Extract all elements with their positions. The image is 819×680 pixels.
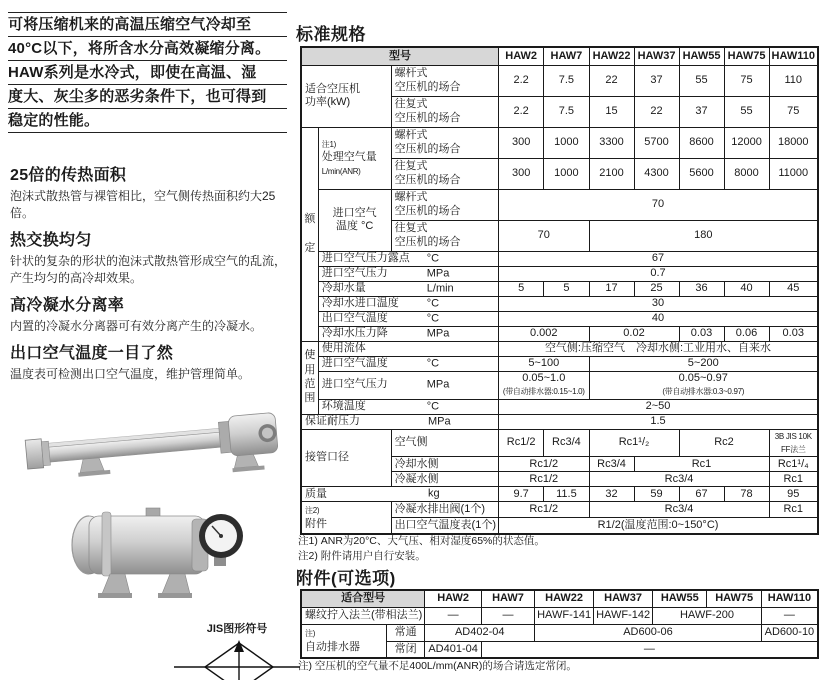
- intro-line: 稳定的性能。: [8, 109, 287, 133]
- table-cell: 37: [634, 65, 679, 96]
- table-cell: 出口空气温度表(1个): [391, 518, 498, 534]
- table-cell: 1000: [544, 158, 589, 189]
- accessory-table: [300, 589, 819, 659]
- table-cell: 95: [769, 487, 818, 502]
- table-cell: 螺杆式 空压机的场合: [391, 189, 498, 220]
- table-cell: Rc1/2: [499, 472, 590, 487]
- table-cell: 300: [499, 158, 544, 189]
- table-cell: 进口空气压力 MPa: [318, 371, 498, 399]
- spec-section-title: 标准规格: [296, 25, 366, 44]
- intro-line: HAW系列是水冷式，即使在高温、湿: [8, 61, 287, 85]
- table-cell: 螺杆式 空压机的场合: [391, 127, 498, 158]
- table-cell: 冷凝水排出阀(1个): [391, 502, 498, 518]
- table-cell: AD600-06: [535, 624, 762, 641]
- spec-table-grid: [300, 46, 819, 535]
- table-cell: Rc1/2: [499, 502, 590, 518]
- table-cell: 3300: [589, 127, 634, 158]
- table-cell: Rc3/4: [544, 429, 589, 457]
- accessory-section-title: 附件(可选项): [296, 569, 396, 588]
- table-cell: HAWF-200: [653, 607, 762, 624]
- table-cell: 出口空气温度 °C: [318, 311, 498, 326]
- spec-notes: [298, 534, 545, 564]
- table-cell: 11000: [769, 158, 818, 189]
- table-cell: AD401-04: [425, 641, 482, 658]
- table-cell: 67: [499, 251, 818, 266]
- table-cell: 110: [769, 65, 818, 96]
- table-cell: 使用流体: [318, 341, 498, 356]
- table-cell: R1/2(温度范围:0~150°C): [499, 518, 818, 534]
- table-cell: 55: [679, 65, 724, 96]
- table-cell: 22: [634, 96, 679, 127]
- table-cell: 冷却水量 L/min: [318, 281, 498, 296]
- table-cell: 注1) 处理空气量 L/min(ANR): [318, 127, 391, 189]
- table-cell: 55: [724, 96, 769, 127]
- table-cell: 11.5: [544, 487, 589, 502]
- table-cell: 300: [499, 127, 544, 158]
- table-cell: 环境温度 °C: [318, 399, 498, 414]
- table-cell: 额 定: [301, 127, 318, 341]
- table-cell: 37: [679, 96, 724, 127]
- table-cell: Rc3/4: [589, 457, 634, 472]
- table-cell: 15: [589, 96, 634, 127]
- table-cell: 8000: [724, 158, 769, 189]
- table-cell: 180: [589, 220, 818, 251]
- table-cell: —: [481, 607, 534, 624]
- table-cell: HAW2: [499, 47, 544, 65]
- product-photo-vessel-aftercooler: [58, 496, 258, 614]
- table-cell: 0.06: [724, 326, 769, 341]
- feature-title: 高冷凝水分离率: [10, 297, 125, 314]
- table-cell: 7.5: [544, 65, 589, 96]
- table-cell: 59: [634, 487, 679, 502]
- table-cell: 注2) 附件: [301, 502, 391, 534]
- feature-body: 温度表可检测出口空气温度，维护管理简单。: [10, 367, 251, 381]
- table-cell: 适合型号: [301, 590, 425, 607]
- table-cell: AD600-10: [761, 624, 818, 641]
- table-cell: 螺纹拧入法兰(带相法兰): [301, 607, 425, 624]
- table-cell: 75: [724, 65, 769, 96]
- jis-heat-exchanger-symbol: [168, 637, 306, 680]
- feature-uniform-exchange: [10, 231, 294, 287]
- table-cell: 5~200: [589, 356, 818, 371]
- table-cell: HAWF-142: [594, 607, 653, 624]
- table-cell: —: [761, 607, 818, 624]
- table-cell: 40: [499, 311, 818, 326]
- accessory-table-grid: [300, 589, 819, 659]
- table-cell: 0.02: [589, 326, 679, 341]
- intro-line: 可将压缩机来的高温压缩空气冷却至: [8, 13, 287, 37]
- table-cell: Rc2: [679, 429, 769, 457]
- intro-text-block: [8, 12, 287, 133]
- table-cell: HAWF-141: [535, 607, 594, 624]
- accessory-note: 注) 空压机的空气量不足400L/mm(ANR)的场合请选定常闭。: [298, 660, 577, 672]
- table-cell: 18000: [769, 127, 818, 158]
- table-cell: 75: [769, 96, 818, 127]
- table-cell: 36: [679, 281, 724, 296]
- table-cell: Rc1¹/₄: [769, 457, 818, 472]
- table-cell: —: [425, 607, 482, 624]
- table-cell: 2.2: [499, 96, 544, 127]
- table-cell: 保证耐压力 MPa: [301, 414, 499, 429]
- table-cell: 进口空气压力 MPa: [318, 266, 498, 281]
- table-cell: 22: [589, 65, 634, 96]
- table-cell: 17: [589, 281, 634, 296]
- table-cell: Rc1/2: [499, 457, 590, 472]
- table-cell: HAW110: [769, 47, 818, 65]
- table-cell: 往复式 空压机的场合: [391, 158, 498, 189]
- table-cell: HAW37: [594, 590, 653, 607]
- table-cell: 0.03: [679, 326, 724, 341]
- table-cell: 7.5: [544, 96, 589, 127]
- table-cell: 进口空气 温度 °C: [318, 189, 391, 251]
- table-cell: 型号: [301, 47, 499, 65]
- table-cell: AD402-04: [425, 624, 535, 641]
- jis-symbol-label: JIS图形符号: [206, 623, 268, 635]
- table-cell: 2~50: [499, 399, 818, 414]
- table-cell: Rc3/4: [589, 472, 769, 487]
- table-cell: Rc1: [634, 457, 769, 472]
- table-cell: HAW22: [535, 590, 594, 607]
- table-cell: 螺杆式 空压机的场合: [391, 65, 498, 96]
- table-cell: HAW22: [589, 47, 634, 65]
- table-cell: 冷却水压力降 MPa: [318, 326, 498, 341]
- table-cell: HAW75: [724, 47, 769, 65]
- intro-line: 度大、灰尘多的恶劣条件下，也可得到: [8, 85, 287, 109]
- table-cell: HAW55: [679, 47, 724, 65]
- product-photo-tube-aftercooler: [24, 394, 284, 496]
- table-cell: 接管口径: [301, 429, 391, 487]
- vessel-body: [72, 508, 243, 598]
- table-cell: 往复式 空压机的场合: [391, 220, 498, 251]
- table-cell: 5: [499, 281, 544, 296]
- feature-body: 内置的冷凝水分离器可有效分离产生的冷凝水。: [10, 319, 263, 333]
- table-cell: HAW7: [544, 47, 589, 65]
- aftercooler-body: [25, 412, 280, 490]
- feature-body: 泡沫式散热管与裸管相比，空气侧传热面积约大25倍。: [10, 189, 276, 220]
- feature-body: 针状的复杂的形状的泡沫式散热管形成空气的乱流，产生均匀的高冷却效果。: [10, 254, 287, 285]
- table-cell: 进口空气压力露点 °C: [318, 251, 498, 266]
- table-cell: 1.5: [499, 414, 818, 429]
- table-cell: 常闭: [386, 641, 424, 658]
- table-cell: 5700: [634, 127, 679, 158]
- table-cell: 冷凝水侧: [391, 472, 498, 487]
- feature-title: 25倍的传热面积: [10, 167, 127, 184]
- table-cell: 质量 kg: [301, 487, 499, 502]
- table-cell: Rc1¹/₂: [589, 429, 679, 457]
- table-cell: —: [481, 641, 818, 658]
- table-cell: HAW75: [707, 590, 761, 607]
- table-cell: HAW110: [761, 590, 818, 607]
- table-cell: 40: [724, 281, 769, 296]
- table-cell: 3B JIS 10K FF法兰: [769, 429, 818, 457]
- table-cell: 12000: [724, 127, 769, 158]
- feature-separation-rate: [10, 296, 294, 335]
- table-cell: 8600: [679, 127, 724, 158]
- table-cell: Rc1/2: [499, 429, 544, 457]
- spec-note-1: 注1) ANR为20°C、大气压、相对湿度65%的状态值。: [298, 535, 545, 547]
- table-cell: 往复式 空压机的场合: [391, 96, 498, 127]
- table-cell: Rc1: [769, 502, 818, 518]
- feature-title: 出口空气温度一目了然: [10, 345, 174, 362]
- table-cell: 0.05~0.97 (带自动排水器:0.3~0.97): [589, 371, 818, 399]
- table-cell: 注) 自动排水器: [301, 624, 386, 658]
- table-cell: 67: [679, 487, 724, 502]
- table-cell: HAW7: [481, 590, 534, 607]
- table-cell: 9.7: [499, 487, 544, 502]
- table-cell: 0.7: [499, 266, 818, 281]
- table-cell: HAW55: [653, 590, 707, 607]
- table-cell: Rc1: [769, 472, 818, 487]
- table-cell: 5: [544, 281, 589, 296]
- feature-temp-gauge: [10, 344, 294, 383]
- table-cell: 常通: [386, 624, 424, 641]
- jis-symbol-block: [168, 620, 306, 680]
- intro-line: 40°C以下，将所含水分高效凝缩分离。: [8, 37, 287, 61]
- table-cell: Rc3/4: [589, 502, 769, 518]
- table-cell: 5~100: [499, 356, 590, 371]
- table-cell: 进口空气温度 °C: [318, 356, 498, 371]
- spec-table: [300, 46, 819, 535]
- table-cell: 0.002: [499, 326, 590, 341]
- table-cell: 30: [499, 296, 818, 311]
- table-cell: 5600: [679, 158, 724, 189]
- table-cell: 空气侧: [391, 429, 498, 457]
- spec-note-2: 注2) 附件请用户自行安装。: [298, 550, 426, 562]
- feature-list: [10, 166, 294, 392]
- table-cell: 78: [724, 487, 769, 502]
- table-cell: 0.03: [769, 326, 818, 341]
- table-cell: 0.05~1.0 (带自动排水器:0.15~1.0): [499, 371, 590, 399]
- feature-title: 热交换均匀: [10, 232, 92, 249]
- table-cell: 空气侧:压缩空气 冷却水侧:工业用水、自来水: [499, 341, 818, 356]
- table-cell: 适合空压机 功率(kW): [301, 65, 391, 127]
- table-cell: HAW2: [425, 590, 482, 607]
- table-cell: 使 用 范 围: [301, 341, 318, 414]
- table-cell: 25: [634, 281, 679, 296]
- table-cell: 2100: [589, 158, 634, 189]
- table-cell: 2.2: [499, 65, 544, 96]
- table-cell: 冷却水进口温度 °C: [318, 296, 498, 311]
- table-cell: 70: [499, 220, 590, 251]
- table-cell: 70: [499, 189, 818, 220]
- table-cell: 32: [589, 487, 634, 502]
- table-cell: 1000: [544, 127, 589, 158]
- table-cell: HAW37: [634, 47, 679, 65]
- feature-heat-transfer: [10, 166, 294, 222]
- table-cell: 冷却水侧: [391, 457, 498, 472]
- table-cell: 45: [769, 281, 818, 296]
- table-cell: 4300: [634, 158, 679, 189]
